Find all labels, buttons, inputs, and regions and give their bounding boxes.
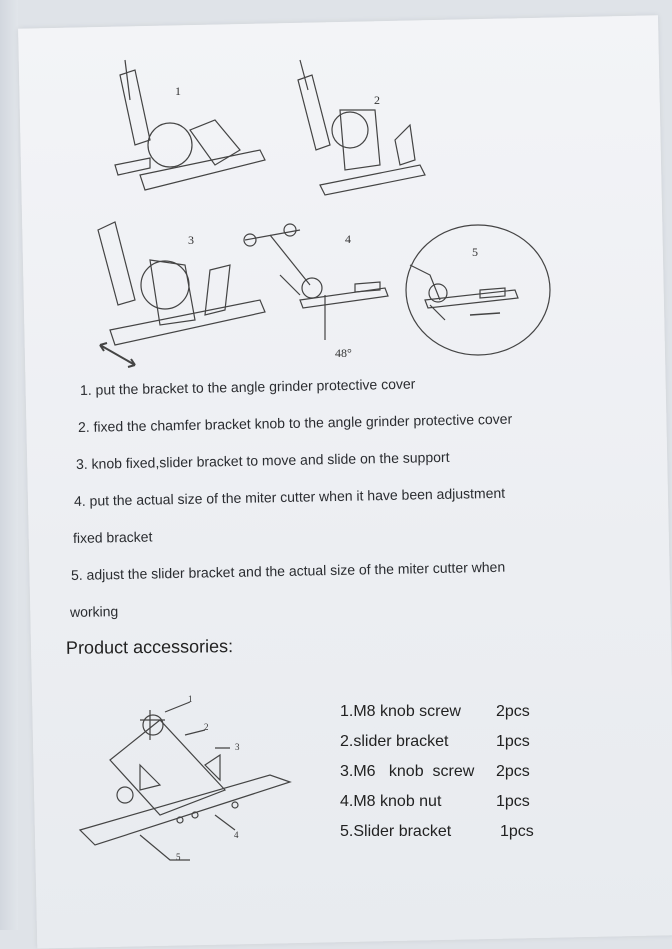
step-label-2: 2 xyxy=(374,93,380,107)
accessory-item xyxy=(340,763,530,781)
accessory-item xyxy=(340,733,530,751)
step-label-3: 3 xyxy=(188,233,194,247)
accessories-heading: Product accessories: xyxy=(65,636,234,658)
angle-label: 48° xyxy=(335,346,352,360)
accessory-item xyxy=(340,793,530,811)
accessory-name: 1.M8 knob screw xyxy=(340,703,461,720)
callout-5: 5 xyxy=(176,852,181,862)
step-label-1: 1 xyxy=(175,84,181,98)
accessory-item xyxy=(340,823,534,841)
step-label-5: 5 xyxy=(472,245,478,259)
instruction-3: 3. knob fixed,slider bracket to move and slide on the support xyxy=(75,448,450,472)
instruction-4-cont: fixed bracket xyxy=(72,528,153,546)
instruction-5-cont: working xyxy=(69,603,119,620)
callout-2: 2 xyxy=(204,722,209,732)
accessory-name: 4.M8 knob nut xyxy=(340,793,442,810)
accessory-name: 5.Slider bracket xyxy=(340,823,452,840)
callout-1: 1 xyxy=(188,694,193,704)
accessory-qty: 1pcs xyxy=(500,823,534,840)
accessory-name: 2.slider bracket xyxy=(340,733,449,750)
callout-3: 3 xyxy=(235,742,240,752)
accessory-qty: 2pcs xyxy=(496,763,530,780)
instruction-2: 2. fixed the chamfer bracket knob to the angle grinder protective cover xyxy=(77,410,513,435)
accessory-qty: 2pcs xyxy=(496,703,530,720)
instruction-1: 1. put the bracket to the angle grinder protective cover xyxy=(79,375,416,398)
accessory-qty: 1pcs xyxy=(496,733,530,750)
instruction-5: 5. adjust the slider bracket and the actual size of the miter cutter when xyxy=(70,558,506,583)
accessory-item xyxy=(340,703,530,721)
accessory-name: 3.M6 knob screw xyxy=(340,763,475,780)
step-label-4: 4 xyxy=(345,232,351,246)
callout-4: 4 xyxy=(234,830,239,840)
instruction-4: 4. put the actual size of the miter cutter when it have been adjustment xyxy=(73,484,506,509)
accessory-qty: 1pcs xyxy=(496,793,530,810)
